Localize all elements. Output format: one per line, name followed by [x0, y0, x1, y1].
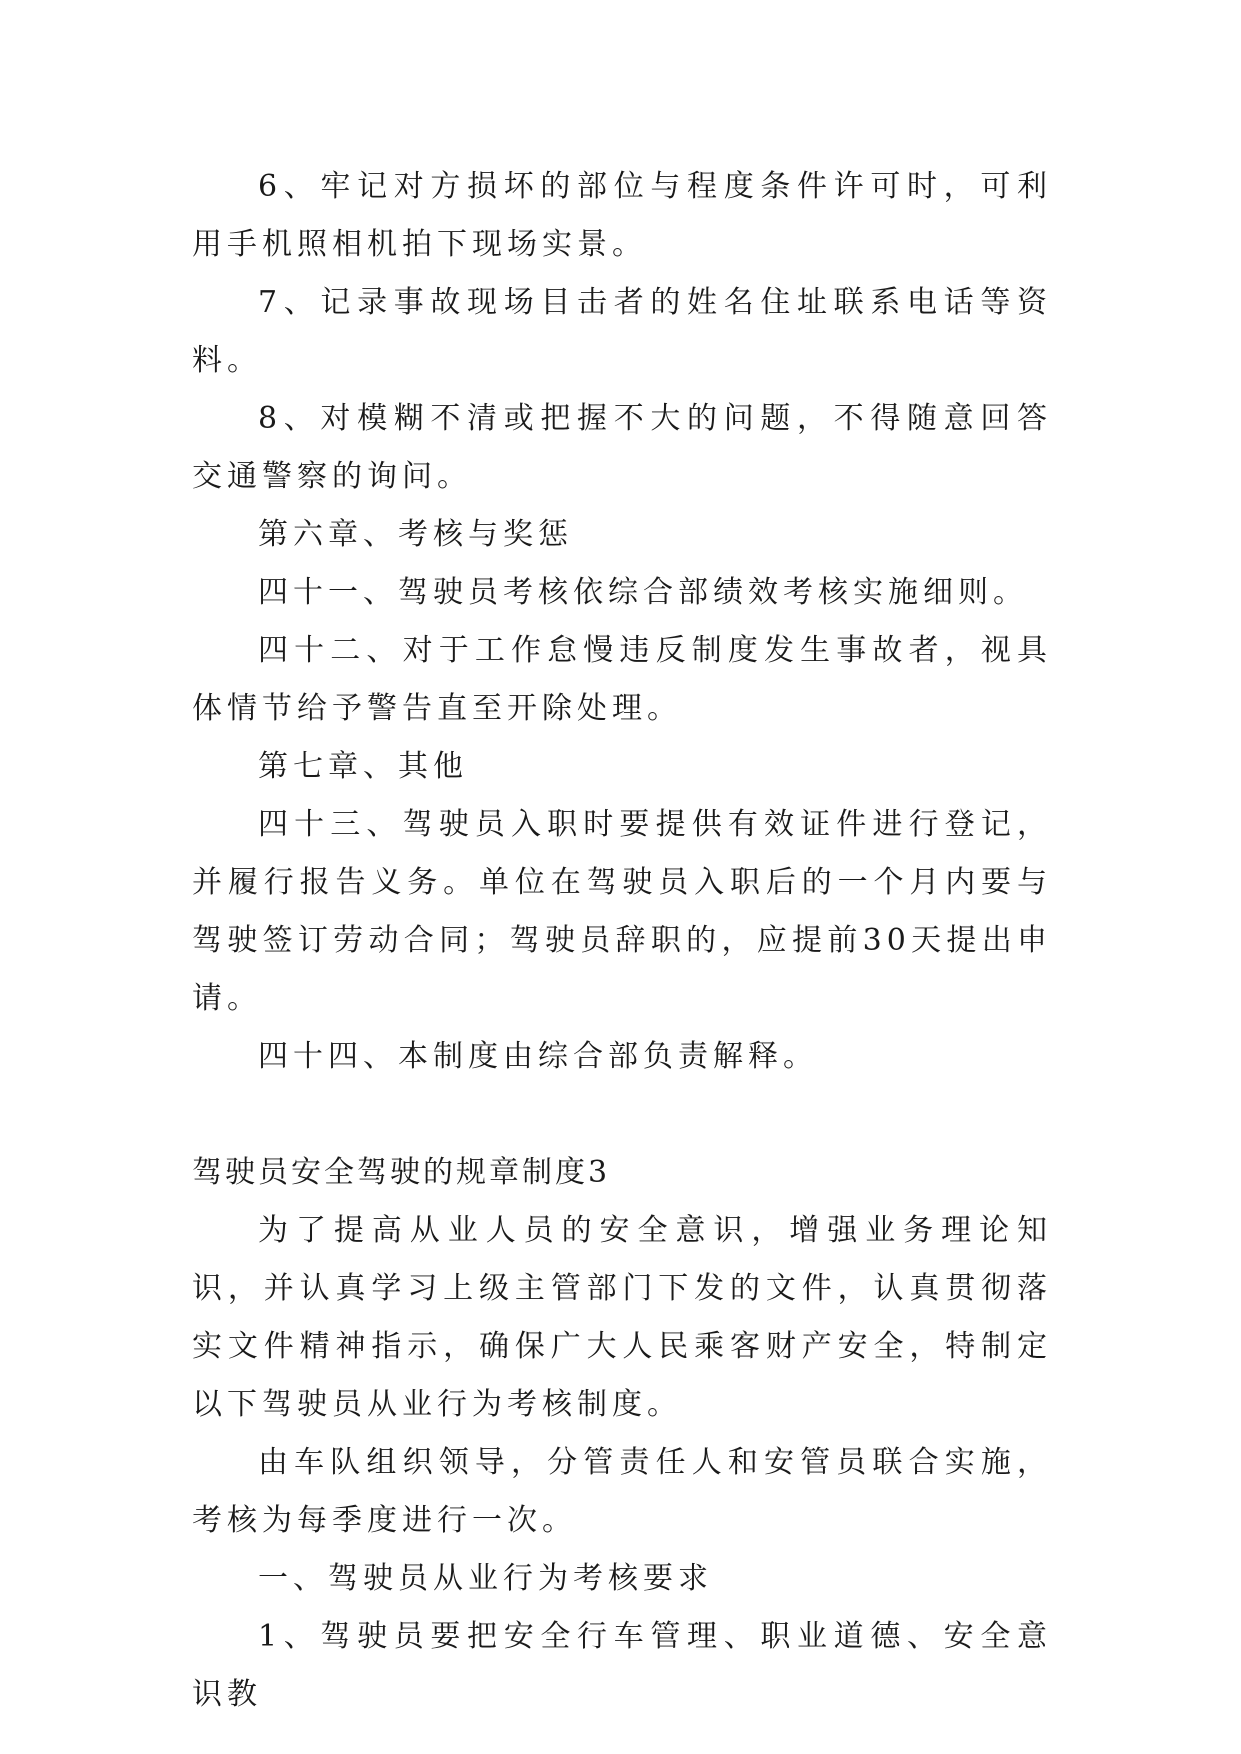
chapter-heading-7: 第七章、其他 — [258, 749, 468, 784]
document-body — [192, 158, 1052, 1724]
paragraph-article-42: 四十二、对于工作怠慢违反制度发生事故者，视具体情节给予警告直至开除处理。 — [192, 633, 1052, 726]
section-spacer — [192, 1086, 1052, 1144]
paragraph-article-43: 四十三、驾驶员入职时要提供有效证件进行登记，并履行报告义务。单位在驾驶员入职后的一个月内要与驾驶签订劳动合同；驾驶员辞职的，应提前30天提出申请。 — [192, 807, 1052, 1016]
section-paragraph-item-1: 1、驾驶员要把安全行车管理、职业道德、安全意识教 — [192, 1619, 1052, 1712]
section-paragraph-organization: 由车队组织领导，分管责任人和安管员联合实施，考核为每季度进行一次。 — [192, 1445, 1052, 1538]
paragraph-item-7: 7、记录事故现场目击者的姓名住址联系电话等资料。 — [192, 285, 1052, 378]
section-title: 驾驶员安全驾驶的规章制度3 — [192, 1155, 611, 1190]
paragraph-item-6: 6、牢记对方损坏的部位与程度条件许可时，可利用手机照相机拍下现场实景。 — [192, 169, 1052, 262]
paragraph-article-44: 四十四、本制度由综合部负责解释。 — [258, 1039, 818, 1074]
section-intro-paragraph: 为了提高从业人员的安全意识，增强业务理论知识，并认真学习上级主管部门下发的文件，认真贯彻落实文件精神指示，确保广大人民乘客财产安全，特制定以下驾驶员从业行为考核制度。 — [192, 1213, 1052, 1422]
chapter-heading-6: 第六章、考核与奖惩 — [258, 517, 573, 552]
paragraph-article-41: 四十一、驾驶员考核依综合部绩效考核实施细则。 — [258, 575, 1028, 610]
section-subheading-requirements: 一、驾驶员从业行为考核要求 — [258, 1561, 713, 1596]
paragraph-item-8: 8、对模糊不清或把握不大的问题，不得随意回答交通警察的询问。 — [192, 401, 1052, 494]
